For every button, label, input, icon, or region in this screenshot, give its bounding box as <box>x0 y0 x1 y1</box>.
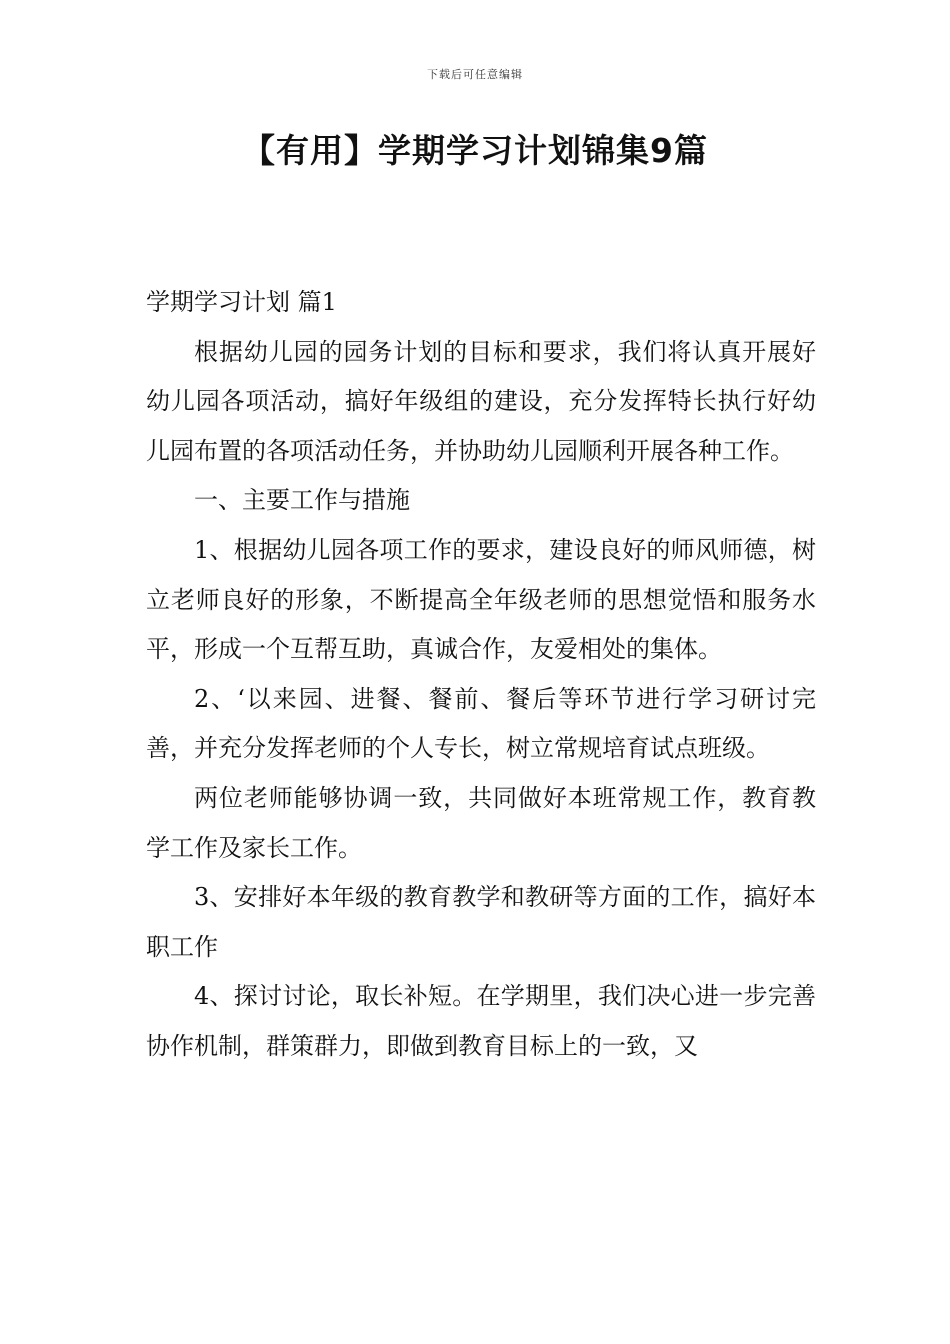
document-title: 【有用】学期学习计划锦集9篇 <box>242 131 708 170</box>
paragraph-item-3: 3、安排好本年级的教育教学和教研等方面的工作，搞好本职工作 <box>146 883 816 961</box>
document-body <box>146 278 816 1072</box>
header-note: 下载后可任意编辑 <box>427 68 523 81</box>
paragraph-intro: 根据幼儿园的园务计划的目标和要求，我们将认真开展好幼儿园各项活动，搞好年级组的建设，充分发挥特长执行好幼儿园布置的各项活动任务，并协助幼儿园顺利开展各种工作。 <box>146 337 816 465</box>
paragraph-teachers: 两位老师能够协调一致，共同做好本班常规工作，教育教学工作及家长工作。 <box>146 783 816 862</box>
paragraph-item-4: 4、探讨讨论，取长补短。在学期里，我们决心进一步完善协作机制，群策群力，即做到教育目标上的一致，又 <box>146 982 816 1060</box>
paragraph-item-1: 1、根据幼儿园各项工作的要求，建设良好的师风师德，树立老师良好的形象，不断提高全年级老师的思想觉悟和服务水平，形成一个互帮互助，真诚合作，友爱相处的集体。 <box>146 535 816 664</box>
paragraph-heading-main-work: 一、主要工作与措施 <box>194 486 410 515</box>
section-heading: 学期学习计划 篇1 <box>146 288 337 316</box>
paragraph-item-2: 2、‘以来园、进餐、餐前、餐后等环节进行学习研讨完善，并充分发挥老师的个人专长，树立常规培育试点班级。 <box>146 684 816 763</box>
